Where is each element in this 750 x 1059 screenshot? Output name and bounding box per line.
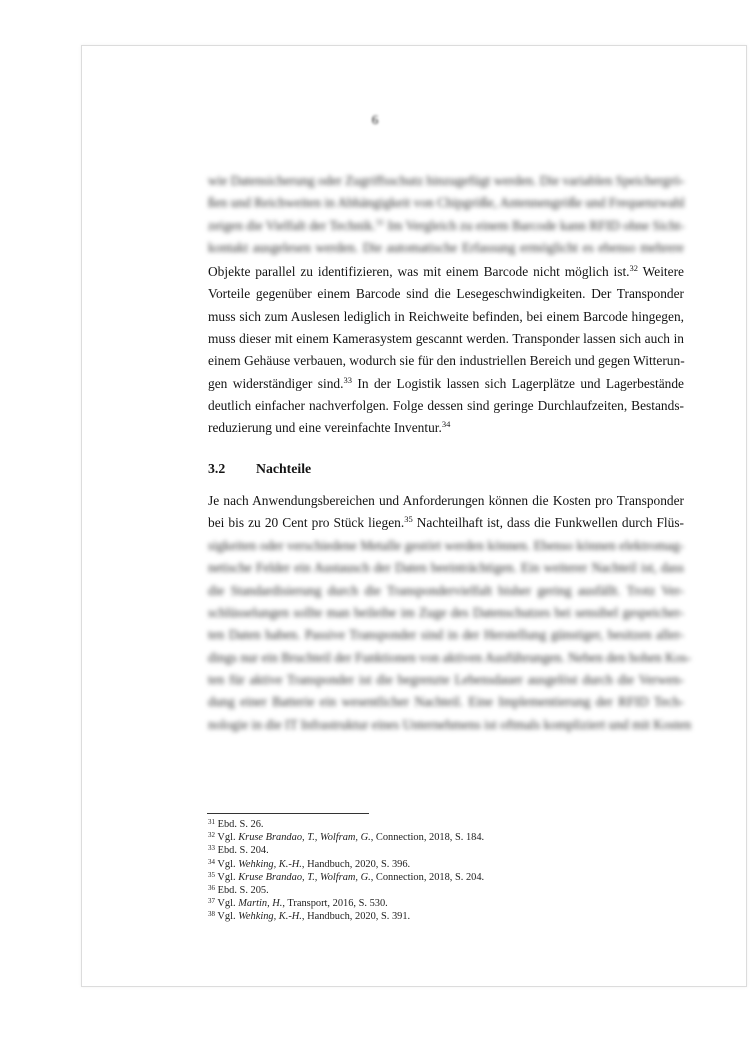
- footnote: $^{36}$ Ebd. S. 205.: [208, 884, 269, 897]
- text-line: wie Datensicherung oder Zugriffsschutz hinzugefügt werden. Die variablen Speichergrö-: [208, 173, 685, 188]
- text-line: Vorteile gegenüber einem Barcode sind die Lesegeschwindigkeiten. Der Transponder: [208, 286, 684, 302]
- footnote: $^{37}$ Vgl. Martin, H., Transport, 2016, S. 530.: [208, 897, 388, 910]
- footnote-ref: 32: [629, 263, 639, 273]
- text-line: nologie in die IT Infrastruktur eines Unternehmens ist oftmals kompliziert und mit Kosten: [208, 716, 692, 732]
- text-line: netische Felder ein Austausch der Daten beeinträchtigen. Ein weiterer Nachteil ist, dass: [208, 560, 684, 576]
- text-line: deutlich einfacher nachverfolgen. Folge dessen sind geringe Durchlaufzeiten, Bestands-: [208, 398, 684, 414]
- text-line: die Standardisierung durch die Transpondervielfalt bisher gering ausfällt. Trotz Ver-: [208, 582, 684, 598]
- footnote-ref: 34: [441, 419, 451, 430]
- footnote: $^{31}$ Ebd. S. 26.: [208, 818, 264, 830]
- section-number: 3.2: [208, 461, 226, 476]
- text-line: Je nach Anwendungsbereichen und Anforderungen können die Kosten pro Transponder: [208, 493, 684, 508]
- text-line: dung einer Batterie ein wesentlicher Nachteil. Eine Implementierung der RFID Tech-: [208, 694, 684, 710]
- text-line: sigkeiten oder verschiedene Metalle gestört werden können. Ebenso können elektromag-: [208, 538, 684, 553]
- footnote: $^{32}$ Vgl. Kruse Brandao, T., Wolfram, G., Connection, 2018, S. 184.: [208, 831, 485, 844]
- footnote: $^{33}$ Ebd. S. 204.: [208, 844, 269, 857]
- text-line: ten für aktive Transponder ist die begrenzte Lebensdauer ausgelöst durch die Verwen-: [208, 672, 684, 688]
- page-number: 6: [371, 112, 379, 127]
- text-line: bei bis zu 20 Cent pro Stück liegen.$^{35}$ Nachteilhaft ist, dass die Funkwellen durch Flüs-: [208, 514, 684, 531]
- text-line: muss dieser mit einem Kamerasystem gescannt werden. Transponder lassen sich auch in: [208, 331, 684, 347]
- footnote: $^{35}$ Vgl. Kruse Brandao, T., Wolfram, G., Connection, 2018, S. 204.: [208, 870, 485, 883]
- paragraph-bottom-blurred: [208, 535, 692, 736]
- paragraph-advantages: [208, 261, 684, 440]
- text-line: muss sich zum Auslesen lediglich in Reichweite befinden, bei einem Barcode hingegen,: [208, 308, 684, 324]
- text-line: ten Daten haben. Passive Transponder sind in der Herstellung günstiger, besitzen aller-: [208, 627, 684, 643]
- section-heading: [208, 461, 311, 477]
- footnote-ref: 35: [404, 514, 413, 525]
- text-line: einem Gehäuse verbauen, wodurch sie für den industriellen Bereich und gegen Witterun-: [208, 353, 685, 369]
- text-line: Objekte parallel zu identifizieren, was mit einem Barcode nicht möglich ist.$^{32}$ Weitere: [208, 263, 684, 279]
- text-line: dings nur ein Bruchteil der Funktionen von aktiven Ausführungen. Neben den hohen Kos-: [208, 649, 692, 665]
- text-line: reduzierung und eine vereinfachte Inventur.$^{34}$: [208, 419, 451, 436]
- text-line: schlüsselungen sollte man beileibe im Zuge des Datenschutzes bei sensibel gespeicher-: [208, 605, 684, 621]
- paragraph-disadvantages: [208, 490, 684, 535]
- footnote-ref: 31: [375, 216, 385, 227]
- footnote-separator: [207, 813, 369, 814]
- text-line: gen widerständiger sind.$^{33}$ In der Logistik lassen sich Lagerplätze und Lagerbestände: [208, 374, 684, 391]
- text-line: zeigen die Vielfalt der Technik.$^{31}$ Im Vergleich zu einem Barcode kann RFID ohne Sicht-: [208, 216, 685, 233]
- paragraph-top-blurred: [208, 170, 684, 259]
- footnote-ref: 33: [343, 374, 352, 385]
- footnote: $^{38}$ Vgl. Wehking, K.-H., Handbuch, 2020, S. 391.: [208, 910, 411, 923]
- footnotes: [208, 818, 484, 924]
- text-line: ßen und Reichweiten in Abhängigkeit von Chipgröße, Antennengröße und Frequenzwahl: [208, 195, 685, 211]
- footnote: $^{34}$ Vgl. Wehking, K.-H., Handbuch, 2020, S. 396.: [208, 857, 411, 870]
- text-line: kontakt ausgelesen werden. Die automatische Erfassung ermöglicht es ebenso mehrere: [208, 240, 684, 256]
- section-title: Nachteile: [256, 461, 312, 476]
